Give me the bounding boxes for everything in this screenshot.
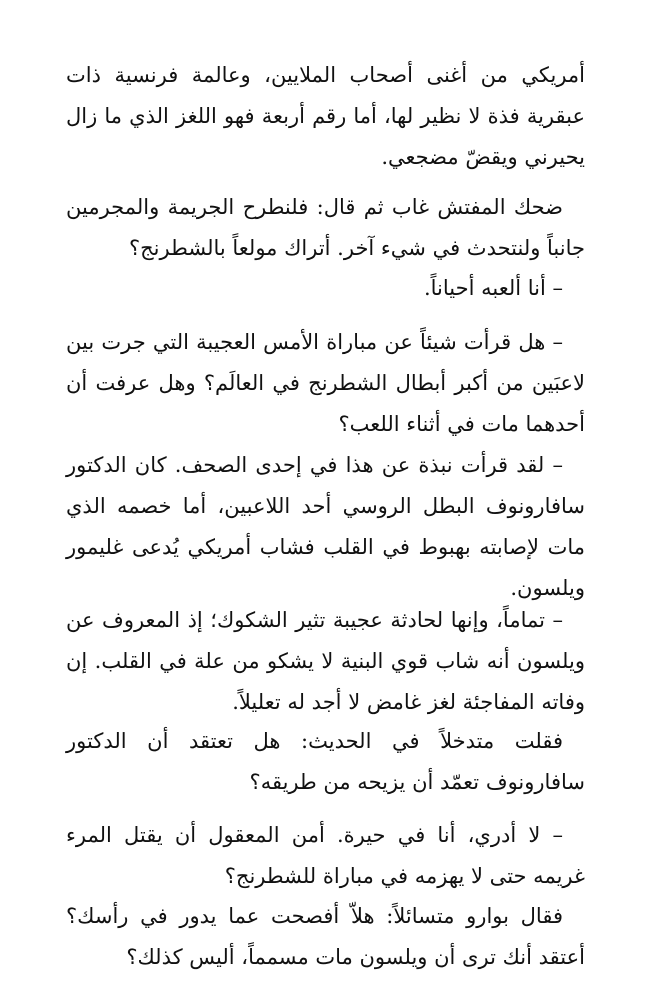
paragraph-3: – أنا ألعبه أحياناً. <box>423 276 563 300</box>
paragraph-1: أمريكي من أغنى أصحاب الملايين، وعالمة فرنسية ذات عبقرية فذة لا نظير لها، أما رقم أربعة فهو اللغز الذي ما زال يحيرني ويقضّ مضجعي. <box>66 63 585 169</box>
paragraph-7: فقلت متدخلاً في الحديث: هل تعتقد أن الدكتور سافارونوف تعمّد أن يزيحه من طريقه؟ <box>66 729 585 794</box>
paragraph-9: فقال بوارو متسائلاً: هلاّ أفصحت عما يدور في رأسك؟ أعتقد أنك ترى أن ويلسون مات مسمماً، أليس كذلك؟ <box>66 904 585 969</box>
paragraph-2: ضحك المفتش غاب ثم قال: فلنطرح الجريمة والمجرمين جانباً ولنتحدث في شيء آخر. أتراك مولعاً بالشطرنج؟ <box>66 195 585 260</box>
paragraph-6: – تماماً، وإنها لحادثة عجيبة تثير الشكوك؛ إذ المعروف عن ويلسون أنه شاب قوي البنية لا يشكو من علة في القلب. إن وفاته المفاجئة لغز غامض لا أجد له تعليلاً. <box>66 608 585 714</box>
paragraph-8: – لا أدري، أنا في حيرة. أمن المعقول أن يقتل المرء غريمه حتى لا يهزمه في مباراة للشطرنج؟ <box>66 823 585 888</box>
paragraph-4: – هل قرأت شيئاً عن مباراة الأمس العجيبة التي جرت بين لاعبَين من أكبر أبطال الشطرنج في العالَم؟ وهل عرفت أن أحدهما مات في أثناء اللعب؟ <box>66 330 585 436</box>
paragraph-5: – لقد قرأت نبذة عن هذا في إحدى الصحف. كان الدكتور سافارونوف البطل الروسي أحد اللاعبين، أما خصمه الذي مات لإصابته بهبوط في القلب فشاب أمريكي يُدعى غليمور ويلسون. <box>66 453 585 600</box>
